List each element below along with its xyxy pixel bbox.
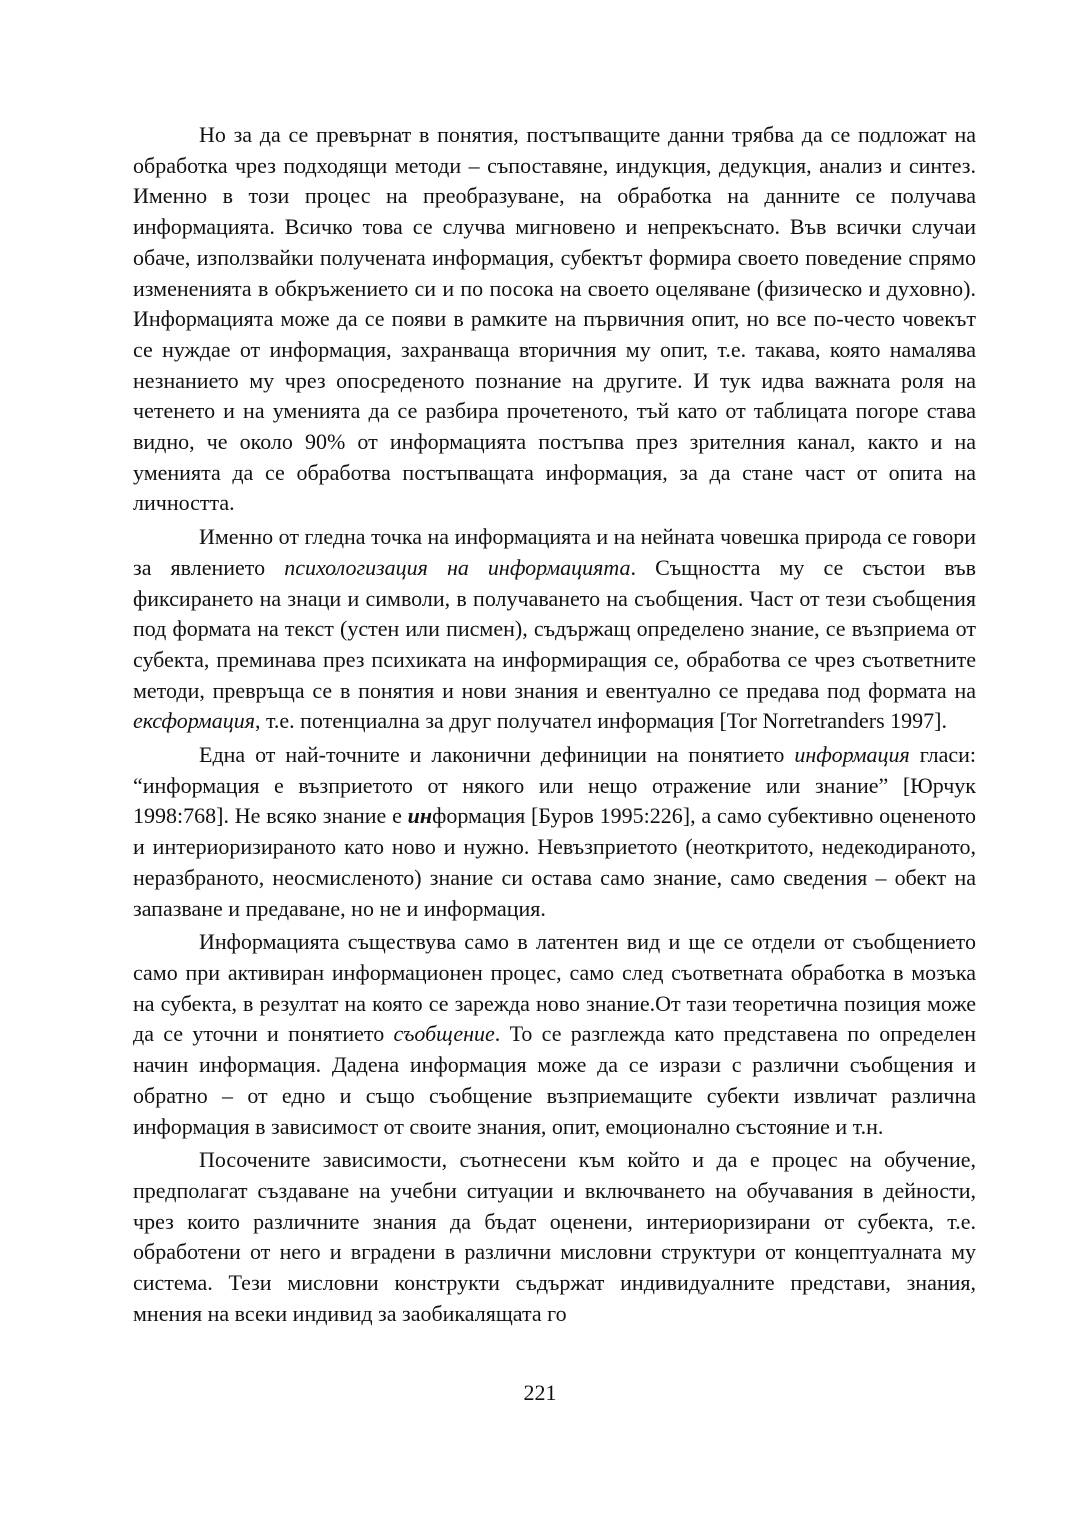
text-run: . То се разглежда като представена по определен начин информация. Дадена информация може да се изрази с различни съобщения и обратно – от едно и също съобщение възприемащите субекти извличат различна информация в зависимост от своите знания, опит, емоционално състояние и т.н. <box>133 1021 976 1139</box>
text-run: Посочените зависимости, съотнесени към който и да е процес на обучение, предполагат създаване на учебни ситуации и включването на обучавания в дейности, чрез които различните знания да бъдат оценени, интериоризирани от субекта, т.е. обработени от него и вградени в различни мисловни структури от концептуалната му система. Тези мисловни конструкти съдържат индивидуалните представи, знания, мнения на всеки индивид за заобикалящата го <box>133 1147 976 1326</box>
emphasis-text: информация <box>794 742 910 768</box>
paragraph <box>133 522 976 737</box>
text-run: Информацията съществува само в латентен вид и ще се отдели от съобщението само при активиран информационен процес, само след съответната обработка в мозъка на субекта, в резултат на която се зарежда ново знание.От тази теоретична позиция може да се уточни и понятието <box>133 929 976 1047</box>
text-run: . Същността му се състои във фиксирането на знаци и символи, в получаването на съобщения. Част от тези съобщения под формата на текст (устен или писмен), съдържащ определено знание, се възприема от субекта, преминава през психиката на информиращия се, обработва се чрез съответните методи, превръща се в понятия и нови знания и евентуално се предава под формата на <box>133 554 976 703</box>
text-run: , т.е. потенциална за друг получател информация [Tor Norretranders 1997]. <box>254 708 947 734</box>
paragraph <box>133 1145 976 1329</box>
page-number: 221 <box>523 1380 557 1405</box>
text-run: Една от най-точните и лаконични дефиниции на понятието <box>199 742 795 768</box>
paragraph <box>133 120 976 519</box>
emphasis-text: психологизация на информацията <box>284 554 631 580</box>
body-text <box>133 120 976 1329</box>
text-run: Но за да се превърнат в понятия, постъпващите данни трябва да се подложат на обработка чрез подходящи методи – съпоставяне, индукция, дедукция, анализ и синтез. Именно в този процес на преобразуване, на обработка на данните се получава информацията. Всичко това се случва мигновено и непрекъснато. Във всички случаи обаче, използвайки получената информация, субектът формира своето поведение спрямо измененията в обкръжението си и по посока на своето оцеляване (физическо и духовно). Информацията може да се появи в рамките на първичния опит, но все по-често човекът се нуждае от информация, захранваща вторичния му опит, т.е. такава, която намалява незнанието му чрез опосреденото познание на другите. И тук идва важната роля на четенето и на уменията да се разбира прочетеното, тъй като от таблицата погоре става видно, че около 90% от информацията постъпва през зрителния канал, както и на уменията да се обработва постъпващата информация, за да стане част от опита на личността. <box>133 122 976 516</box>
paragraph <box>133 740 976 924</box>
emphasis-text: ин <box>407 803 433 829</box>
emphasis-text: съобщение <box>393 1021 495 1047</box>
emphasis-text: ексформация <box>133 708 255 734</box>
text-run: гласи: “информация е възприетото от някого или нещо отражение или знание” [Юрчук 1998:768]. Не всяко знание е <box>133 742 976 829</box>
text-run: формация [Буров 1995:226], а само субективно оцененото и интериоризираното като ново и нужно. Невъзприетото (неоткритото, недекодираното, неразбраното, неосмисленото) знание си остава само знание, само сведения – обект на запазване и предаване, но не и информация. <box>133 803 977 921</box>
paragraph <box>133 927 976 1142</box>
text-run: Именно от гледна точка на информацията и на нейната човешка природа се говори за явлението <box>133 524 976 580</box>
